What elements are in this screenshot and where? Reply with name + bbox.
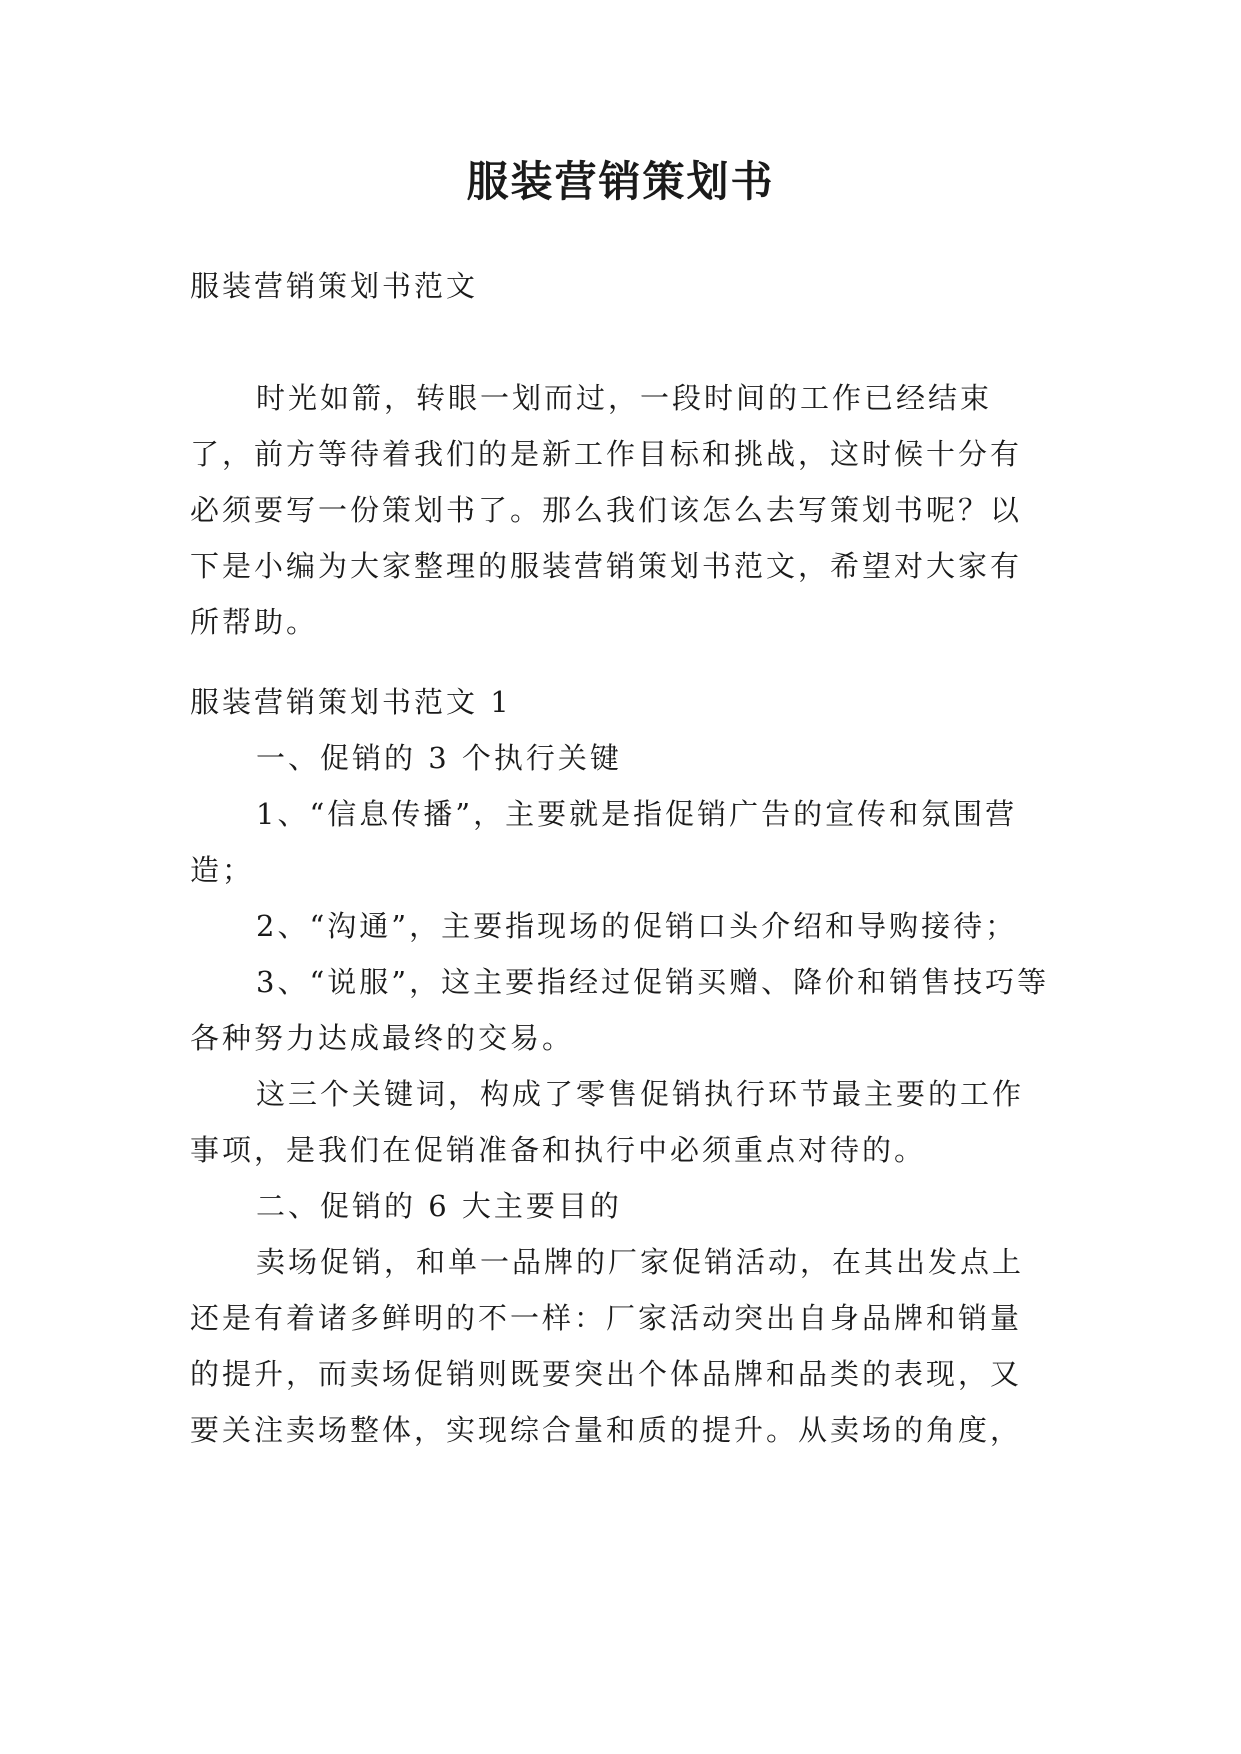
list-item-2: 2、“沟通”，主要指现场的促销口头介绍和导购接待；: [256, 909, 1018, 943]
section-heading: 服装营销策划书范文 1: [190, 685, 512, 719]
summary-paragraph: 这三个关键词，构成了零售促销执行环节最主要的工作事项，是我们在促销准备和执行中必须重点对待的。: [190, 1077, 1025, 1167]
part-heading-1: 一、促销的 3 个执行关键: [256, 741, 622, 775]
intro-paragraph: 时光如箭，转眼一划而过，一段时间的工作已经结束了，前方等待着我们的是新工作目标和挑战，这时候十分有必须要写一份策划书了。那么我们该怎么去写策划书呢？以下是小编为大家整理的服装营销策划书范文，希望对大家有所帮助。: [190, 381, 1023, 639]
document-subtitle: 服装营销策划书范文: [190, 269, 479, 303]
list-item-1: 1、“信息传播”，主要就是指促销广告的宣传和氛围营造；: [190, 797, 1018, 887]
document-title: 服装营销策划书: [466, 157, 775, 206]
part2-paragraph: 卖场促销，和单一品牌的厂家促销活动，在其出发点上还是有着诸多鲜明的不一样：厂家活动突出自身品牌和销量的提升，而卖场促销则既要突出个体品牌和品类的表现，又要关注卖场整体，实现综合量和质的提升。从卖场的角度，: [190, 1245, 1025, 1447]
part-heading-2: 二、促销的 6 大主要目的: [256, 1189, 622, 1223]
list-item-3: 3、“说服”，这主要指经过促销买赠、降价和销售技巧等各种努力达成最终的交易。: [190, 965, 1050, 1055]
